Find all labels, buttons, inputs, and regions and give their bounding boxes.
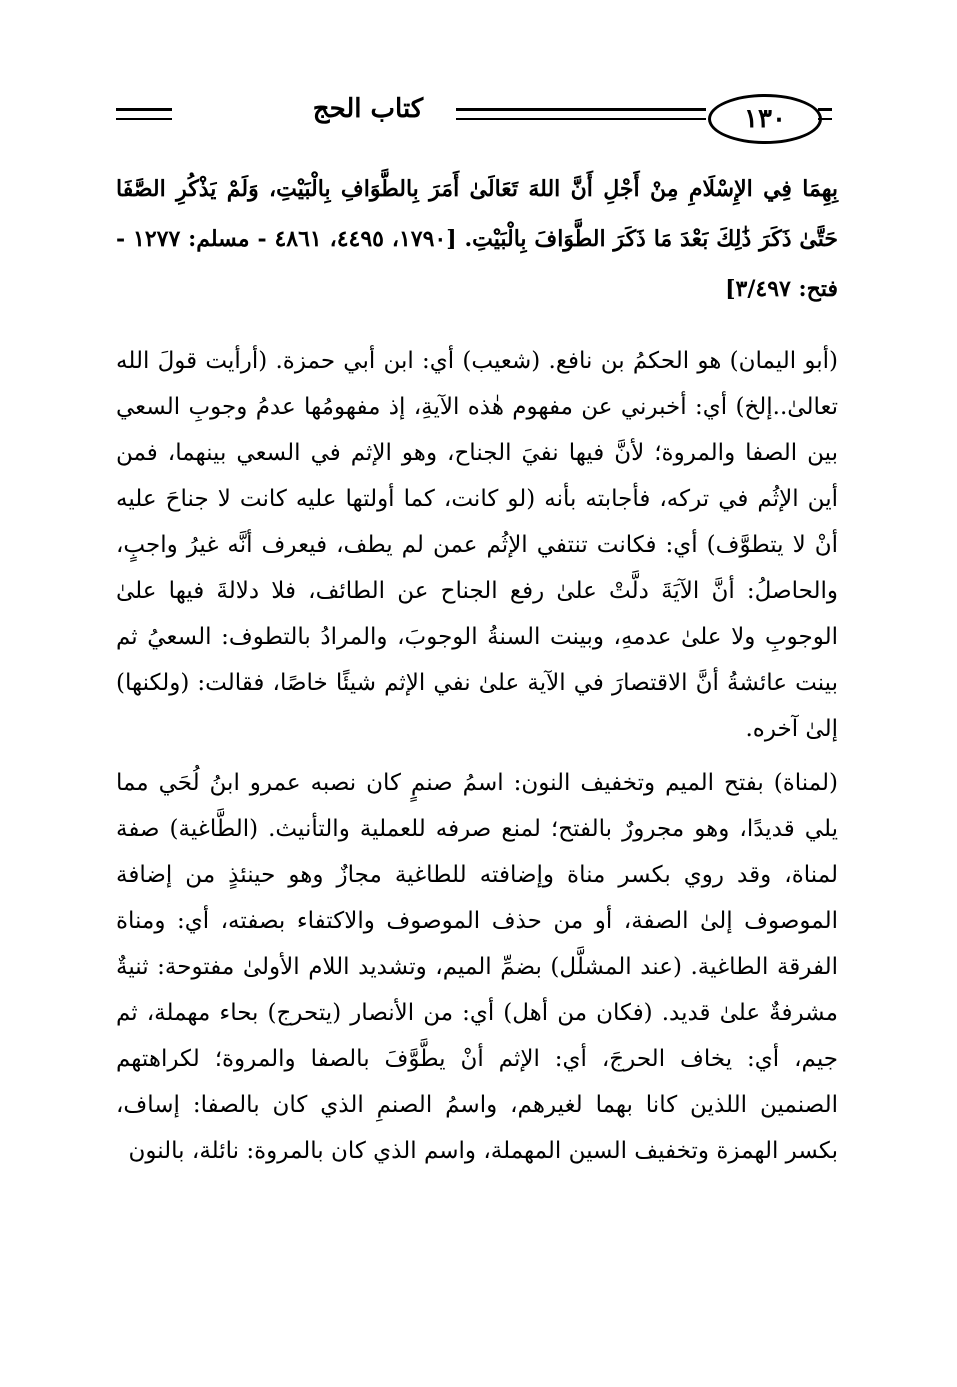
header-rule-left-bottom	[116, 118, 172, 120]
header-rule-middle-top	[456, 108, 706, 111]
commentary-paragraph-2: (لمناة) بفتح الميم وتخفيف النون: اسمُ صنمٍ كان نصبه عمرو ابنُ لُحَي مما يلي قديدًا، وهو مجرورٌ بالفتح؛ لمنع صرفه للعملية والتأنيث. (الطَّاغية) صفة لمناة، وقد روي بكسر مناة وإضافته للطاغية مجازٌ وهو حينئذٍ من إضافة الموصوف إلىٰ الصفة، أو من حذف الموصوف والاكتفاء بصفته، أي: ومناة الفرقة الطاغية. (عند المشلَّل) بضمِّ الميم، وتشديد اللام الأولىٰ مفتوحة: ثنيةٌ مشرفةٌ علىٰ قديد. (فكان من أهل) أي: من الأنصار (يتحرج) بحاء مهملة، ثم جيم، أي: يخاف الحرجَ، أي: الإثم أنْ يطَّوَّفَ بالصفا والمروة؛ لكراهتهم الصنمين اللذين كانا بهما لغيرهم، واسمُ الصنمِ الذي كان بالصفا: إساف، بكسر الهمزة وتخفيف السين المهملة، واسم الذي كان بالمروة: نائلة، بالنون	[116, 770, 838, 1164]
header-rule-right-bottom	[818, 118, 832, 120]
header-rule-right-top	[818, 108, 832, 111]
page-body	[116, 164, 838, 1182]
page-header	[112, 88, 832, 144]
page-number: ١٣٠	[708, 94, 822, 144]
hadith-text: بِهِمَا فِي الإِسْلَامِ مِنْ أَجْلِ أَنَّ اللهَ تَعَالَىٰ أَمَرَ بِالطَّوَافِ بِالْبَيْتِ، وَلَمْ يَذْكُرِ الصَّفَا حَتَّىٰ ذَكَرَ ذَٰلِكَ بَعْدَ مَا ذَكَرَ الطَّوَافَ بِالْبَيْتِ. [١٧٩٠، ٤٤٩٥، ٤٨٦١ - مسلم: ١٢٧٧ - فتح: ٣/٤٩٧]	[116, 176, 838, 302]
commentary-paragraph-1: (أبو اليمان) هو الحكمُ بن نافع. (شعيب) أي: ابن أبي حمزة. (أرأيت قولَ الله تعالىٰ..إلخ) أي: أخبرني عن مفهوم هٰذه الآيةِ، إذ مفهومُها عدمُ وجوبِ السعي بين الصفا والمروة؛ لأنَّ فيها نفيَ الجناح، وهو الإثم في السعي بينهما، فمن أين الإثُم في تركه، فأجابته بأنه (لو كانت، كما أولتها عليه كانت لا جناحَ عليه أنْ لا يتطوَّف) أي: فكانت تنتفي الإثُم عمن لم يطف، فيعرف أنَّه غيرُ واجبٍ، والحاصلُ: أنَّ الآيَةَ دلَّتْ علىٰ رفع الجناح عن الطائف، فلا دلالةَ فيها علىٰ الوجوبِ ولا علىٰ عدمهِ، وبينت السنةُ الوجوبَ، والمرادُ بالتطوف: السعيُ ثم بينت عائشةُ أنَّ الاقتصارَ في الآية علىٰ نفي الإثم شيئًا خاصًا، فقالت: (ولكنها) إلىٰ آخره.	[116, 348, 838, 742]
header-rule-left-top	[116, 108, 172, 111]
header-rule-middle-bottom	[456, 118, 706, 120]
running-title: كتاب الحج	[312, 94, 424, 124]
